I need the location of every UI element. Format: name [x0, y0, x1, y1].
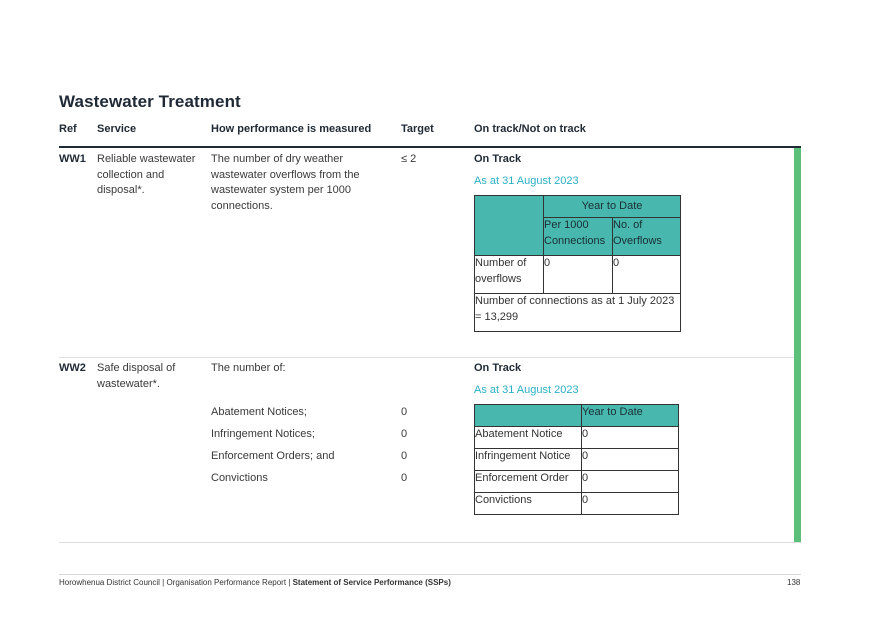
table-corner-cell [475, 196, 544, 256]
notices-row-value: 0 [582, 471, 679, 493]
table-group-header: Year to Date [544, 196, 681, 218]
page-title: Wastewater Treatment [59, 92, 241, 111]
row-ref-ww1: WW1 [59, 153, 86, 165]
measure-convictions: Convictions [211, 472, 268, 484]
notices-table-corner [475, 405, 582, 427]
page-footer [59, 578, 451, 587]
footer-org: Horowhenua District Council | Organisation Performance Report | [59, 578, 293, 587]
notices-row-label: Infringement Notice [475, 449, 582, 471]
measure-enforcement: Enforcement Orders; and [211, 450, 335, 462]
measure-abatement: Abatement Notices; [211, 406, 307, 418]
notices-row-value: 0 [582, 493, 679, 515]
as-at-date-ww1: As at 31 August 2023 [474, 175, 579, 187]
status-indicator-bar [794, 148, 801, 543]
target-convictions: 0 [401, 472, 408, 484]
as-at-date-ww2: As at 31 August 2023 [474, 384, 579, 396]
target-enforcement: 0 [401, 450, 408, 462]
overflow-table [474, 195, 681, 332]
header-ref: Ref [59, 123, 77, 135]
table-cell-per-1000: 0 [544, 256, 613, 294]
table-bottom-divider [59, 542, 801, 543]
table-note: Number of connections as at 1 July 2023 = 13,299 [475, 294, 681, 332]
header-target: Target [401, 123, 434, 135]
table-cell-overflows: 0 [613, 256, 681, 294]
notices-row-value: 0 [582, 427, 679, 449]
header-status: On track/Not on track [474, 123, 586, 135]
header-divider [59, 146, 801, 148]
row-divider [59, 357, 794, 358]
row-service-ww2: Safe disposal of wastewater*. [97, 362, 176, 390]
notices-table [474, 404, 679, 515]
target-abatement: 0 [401, 406, 408, 418]
footer-divider [59, 574, 801, 575]
notices-row-label: Convictions [475, 493, 582, 515]
table-col-per-1000: Per 1000 Connections [544, 218, 613, 256]
status-ww1: On Track [474, 153, 522, 165]
header-measure: How performance is measured [211, 123, 372, 135]
row-service-ww1: Reliable wastewater collection and disposal*. [97, 153, 196, 196]
page-number: 138 [787, 578, 801, 587]
header-service: Service [97, 123, 137, 135]
notices-row-label: Abatement Notice [475, 427, 582, 449]
target-infringement: 0 [401, 428, 408, 440]
table-col-overflows: No. of Overflows [613, 218, 681, 256]
row-measure-ww1: The number of dry weather wastewater overflows from the wastewater system per 1000 connections. [211, 153, 360, 212]
status-ww2: On Track [474, 362, 522, 374]
table-row-label: Number of overflows [475, 256, 544, 294]
notices-row-label: Enforcement Order [475, 471, 582, 493]
row-measure-intro-ww2: The number of: [211, 362, 286, 374]
notices-row-value: 0 [582, 449, 679, 471]
measure-infringement: Infringement Notices; [211, 428, 315, 440]
row-ref-ww2: WW2 [59, 362, 86, 374]
notices-table-header: Year to Date [582, 405, 679, 427]
row-target-ww1: ≤ 2 [401, 153, 417, 165]
footer-section: Statement of Service Performance (SSPs) [292, 578, 451, 587]
